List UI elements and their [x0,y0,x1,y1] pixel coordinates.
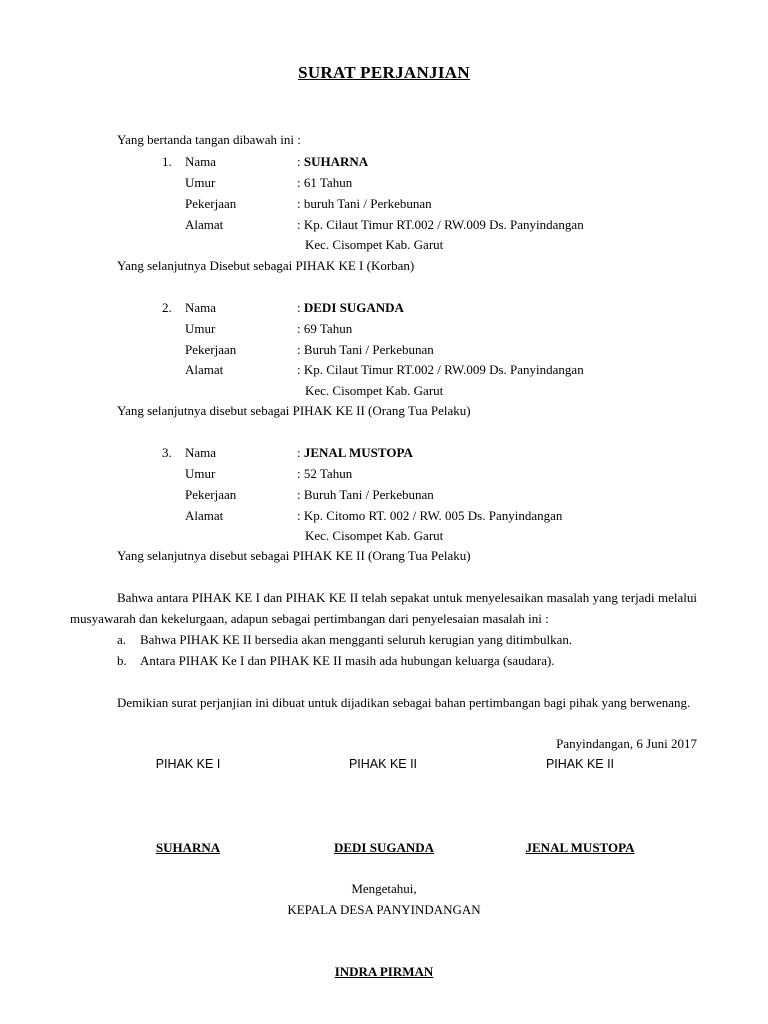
name-value: : SUHARNA [297,154,369,169]
point-text: Bahwa PIHAK KE II bersedia akan mengganti seluruh kerugian yang ditimbulkan. [140,632,573,647]
signatory-name-2: DEDI SUGANDA [333,840,435,855]
age-label: Umur [185,466,216,481]
signatory-name-1: SUHARNA [155,840,221,855]
closing-paragraph: Demikian surat perjanjian ini dibuat untuk dijadikan sebagai bahan pertimbangan bagi pihak yang berwenang. [117,695,691,710]
job-value: : Buruh Tani / Perkebunan [297,487,434,502]
job-label: Pekerjaan [185,487,237,502]
signatory-name-3: JENAL MUSTOPA [525,840,635,855]
point-marker: a. [117,632,127,647]
address-label: Alamat [185,508,224,523]
party-name: JENAL MUSTOPA [303,445,413,460]
agreement-paragraph: Bahwa antara PIHAK KE I dan PIHAK KE II telah sepakat untuk menyelesaikan masalah yang terjadi melalui musyawarah dan kekelurgaan, adapun sebagai pertimbangan dari penyelesaian masalah ini : [70,590,697,626]
name-value: : JENAL MUSTOPA [297,445,413,460]
village-head-name: INDRA PIRMAN [334,964,434,979]
job-value: : Buruh Tani / Perkebunan [297,342,434,357]
party-number: 3. [162,445,172,460]
document-title: SURAT PERJANJIAN [298,63,470,82]
point-marker: b. [117,653,127,668]
party-name: DEDI SUGANDA [303,300,404,315]
job-label: Pekerjaan [185,196,237,211]
party-number: 2. [162,300,172,315]
address-line-2: Kec. Cisompet Kab. Garut [305,528,444,543]
acknowledged-label: Mengetahui, [351,881,417,896]
address-value: : Kp. Cilaut Timur RT.002 / RW.009 Ds. Panyindangan [297,362,584,377]
address-value: : Kp. Cilaut Timur RT.002 / RW.009 Ds. Panyindangan [297,217,584,232]
party-number: 1. [162,154,172,169]
point-text: Antara PIHAK Ke I dan PIHAK KE II masih ada hubungan keluarga (saudara). [140,653,555,668]
job-label: Pekerjaan [185,342,237,357]
party-designation: Yang selanjutnya disebut sebagai PIHAK KE II (Orang Tua Pelaku) [117,403,471,418]
address-line-2: Kec. Cisompet Kab. Garut [305,237,444,252]
address-label: Alamat [185,217,224,232]
age-label: Umur [185,321,216,336]
name-label: Nama [185,300,217,315]
signatory-role-2: PIHAK KE II [348,757,418,771]
village-head-title: KEPALA DESA PANYINDANGAN [287,902,481,917]
address-label: Alamat [185,362,224,377]
intro-text: Yang bertanda tangan dibawah ini : [117,132,301,147]
age-label: Umur [185,175,216,190]
place-date: Panyindangan, 6 Juni 2017 [556,736,697,751]
job-value: : buruh Tani / Perkebunan [297,196,432,211]
name-value: : DEDI SUGANDA [297,300,404,315]
signatory-role-3: PIHAK KE II [545,757,615,771]
party-name: SUHARNA [303,154,369,169]
signatory-role-1: PIHAK KE I [155,757,221,771]
party-designation: Yang selanjutnya disebut sebagai PIHAK KE II (Orang Tua Pelaku) [117,548,471,563]
age-value: : 69 Tahun [297,321,353,336]
age-value: : 52 Tahun [297,466,353,481]
age-value: : 61 Tahun [297,175,353,190]
name-label: Nama [185,445,217,460]
party-designation: Yang selanjutnya Disebut sebagai PIHAK KE I (Korban) [117,258,415,273]
address-line-2: Kec. Cisompet Kab. Garut [305,383,444,398]
address-value: : Kp. Citomo RT. 002 / RW. 005 Ds. Panyindangan [297,508,563,523]
name-label: Nama [185,154,217,169]
